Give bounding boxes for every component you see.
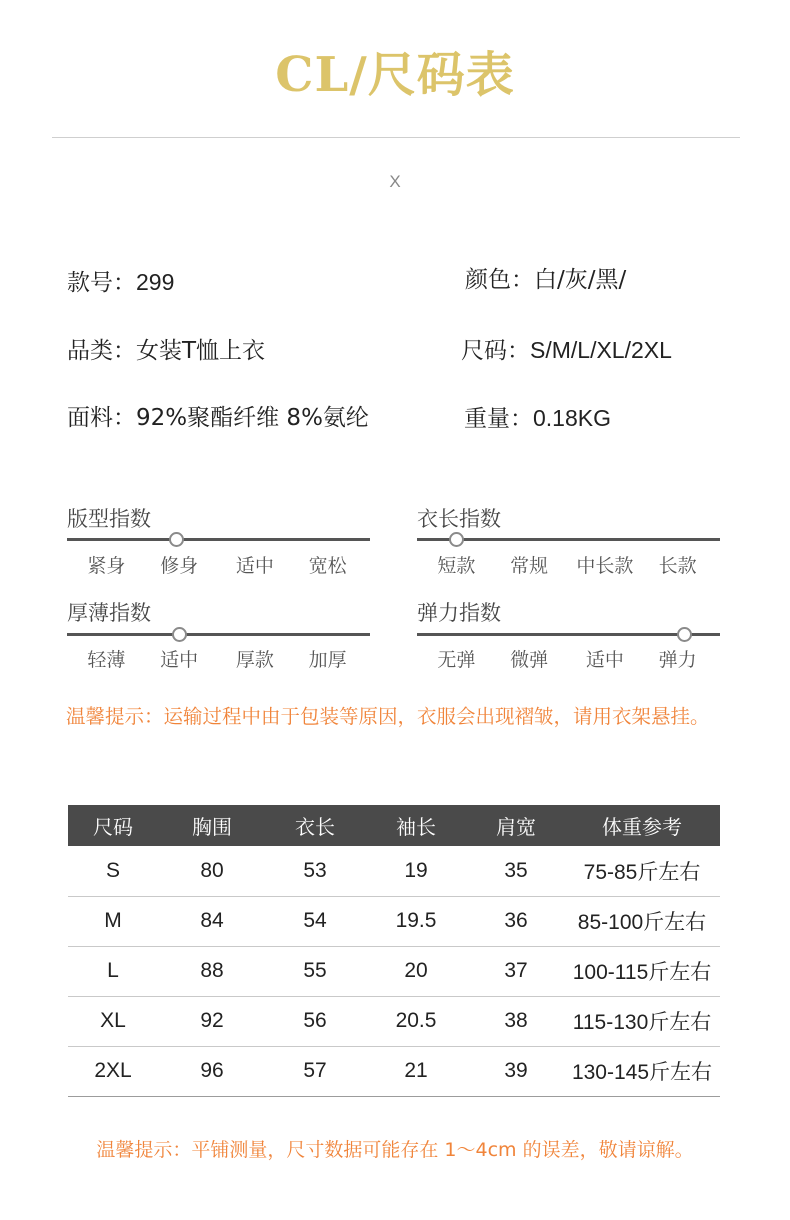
table-cell: 55 [266,946,364,996]
table-row [68,996,720,1046]
table-cell: 100-115斤左右 [564,946,720,996]
table-cell: 36 [468,896,564,946]
fit-index-label: 宽松 [308,555,347,577]
table-cell: 19.5 [364,896,468,946]
thickness-index-label: 厚款 [235,649,274,671]
table-cell: M [68,896,158,946]
stretch-index-label: 弹力 [658,649,697,671]
length-index-label: 中长款 [576,555,634,577]
table-cell: 53 [266,846,364,896]
length-index-label: 长款 [658,555,697,577]
stretch-index-title: 弹力指数 [417,601,501,625]
table-cell: 96 [158,1046,266,1096]
table-header-cell: 肩宽 [468,805,564,846]
fit-index-title: 版型指数 [67,507,151,531]
stretch-index-label: 无弹 [437,649,476,671]
fit-index-track [67,538,370,541]
table-header-cell: 袖长 [364,805,468,846]
stretch-index-label: 微弹 [510,649,549,671]
table-row [68,946,720,996]
length-index-label: 常规 [510,555,549,577]
table-cell: L [68,946,158,996]
length-index-title: 衣长指数 [417,507,501,531]
info-fabric-label: 面料： [67,405,136,431]
size-table [68,805,720,1097]
table-cell: 20 [364,946,468,996]
table-cell: 20.5 [364,996,468,1046]
table-cell: 57 [266,1046,364,1096]
table-cell: 38 [468,996,564,1046]
info-category-label: 品类： [67,338,136,364]
table-cell: 130-145斤左右 [564,1046,720,1096]
table-cell: 75-85斤左右 [564,846,720,896]
info-color [465,264,626,296]
x-mark: X [389,172,401,191]
length-index-label: 短款 [437,555,476,577]
info-category-value: 女装T恤上衣 [136,338,266,364]
fit-index-knob [169,532,184,547]
info-sizes-label: 尺码： [461,338,530,364]
thickness-index-track [67,633,370,636]
table-header-row [68,805,720,846]
table-cell: 21 [364,1046,468,1096]
thickness-index-title: 厚薄指数 [67,601,151,625]
table-cell: XL [68,996,158,1046]
table-cell: 37 [468,946,564,996]
table-cell: 54 [266,896,364,946]
info-fabric [67,402,369,434]
stretch-index-knob [677,627,692,642]
table-cell: 88 [158,946,266,996]
info-weight-label: 重量： [464,406,533,432]
info-sizes [461,334,672,367]
table-cell: 35 [468,846,564,896]
table-header-cell: 体重参考 [564,805,720,846]
info-style-no-label: 款号： [67,270,136,296]
table-cell: 2XL [68,1046,158,1096]
fit-index-label: 紧身 [87,555,126,577]
stretch-index-track [417,633,720,636]
table-cell: 56 [266,996,364,1046]
thickness-index-label: 适中 [160,649,199,671]
table-cell: 80 [158,846,266,896]
fit-index-label: 修身 [160,555,199,577]
info-fabric-value: 92%聚酯纤维 8%氨纶 [136,405,369,431]
fit-index-label: 适中 [235,555,274,577]
stretch-index-label: 适中 [585,649,624,671]
info-style-no-value: 299 [136,269,175,295]
table-cell: 84 [158,896,266,946]
table-header-cell: 胸围 [158,805,266,846]
table-row [68,896,720,946]
info-category [67,335,265,367]
thickness-index-label: 加厚 [308,649,347,671]
table-cell: 85-100斤左右 [564,896,720,946]
fit-index-labels [67,553,370,579]
info-sizes-value: S/M/L/XL/2XL [530,337,672,363]
thickness-index-labels [67,647,370,673]
thickness-index-knob [172,627,187,642]
table-header-cell: 衣长 [266,805,364,846]
info-color-label: 颜色： [465,267,534,293]
table-row [68,1046,720,1096]
table-header-cell: 尺码 [68,805,158,846]
info-color-value: 白/灰/黑/ [534,267,627,293]
length-index-labels [417,553,720,579]
info-weight [464,402,611,435]
info-weight-value: 0.18KG [533,405,611,431]
tip-shipping: 温馨提示：运输过程中由于包装等原因，衣服会出现褶皱，请用衣架悬挂。 [66,705,710,728]
info-style-no [67,266,174,299]
stretch-index-labels [417,647,720,673]
tip-measurement: 温馨提示：平铺测量，尺寸数据可能存在 1～4cm 的误差，敬请谅解。 [96,1139,694,1161]
table-cell: 19 [364,846,468,896]
thickness-index-label: 轻薄 [87,649,126,671]
page-title: CL/尺码表 [275,47,515,103]
table-cell: S [68,846,158,896]
length-index-knob [449,532,464,547]
title-divider [52,137,740,138]
table-cell: 115-130斤左右 [564,996,720,1046]
table-cell: 92 [158,996,266,1046]
table-row [68,846,720,896]
table-cell: 39 [468,1046,564,1096]
length-index-track [417,538,720,541]
